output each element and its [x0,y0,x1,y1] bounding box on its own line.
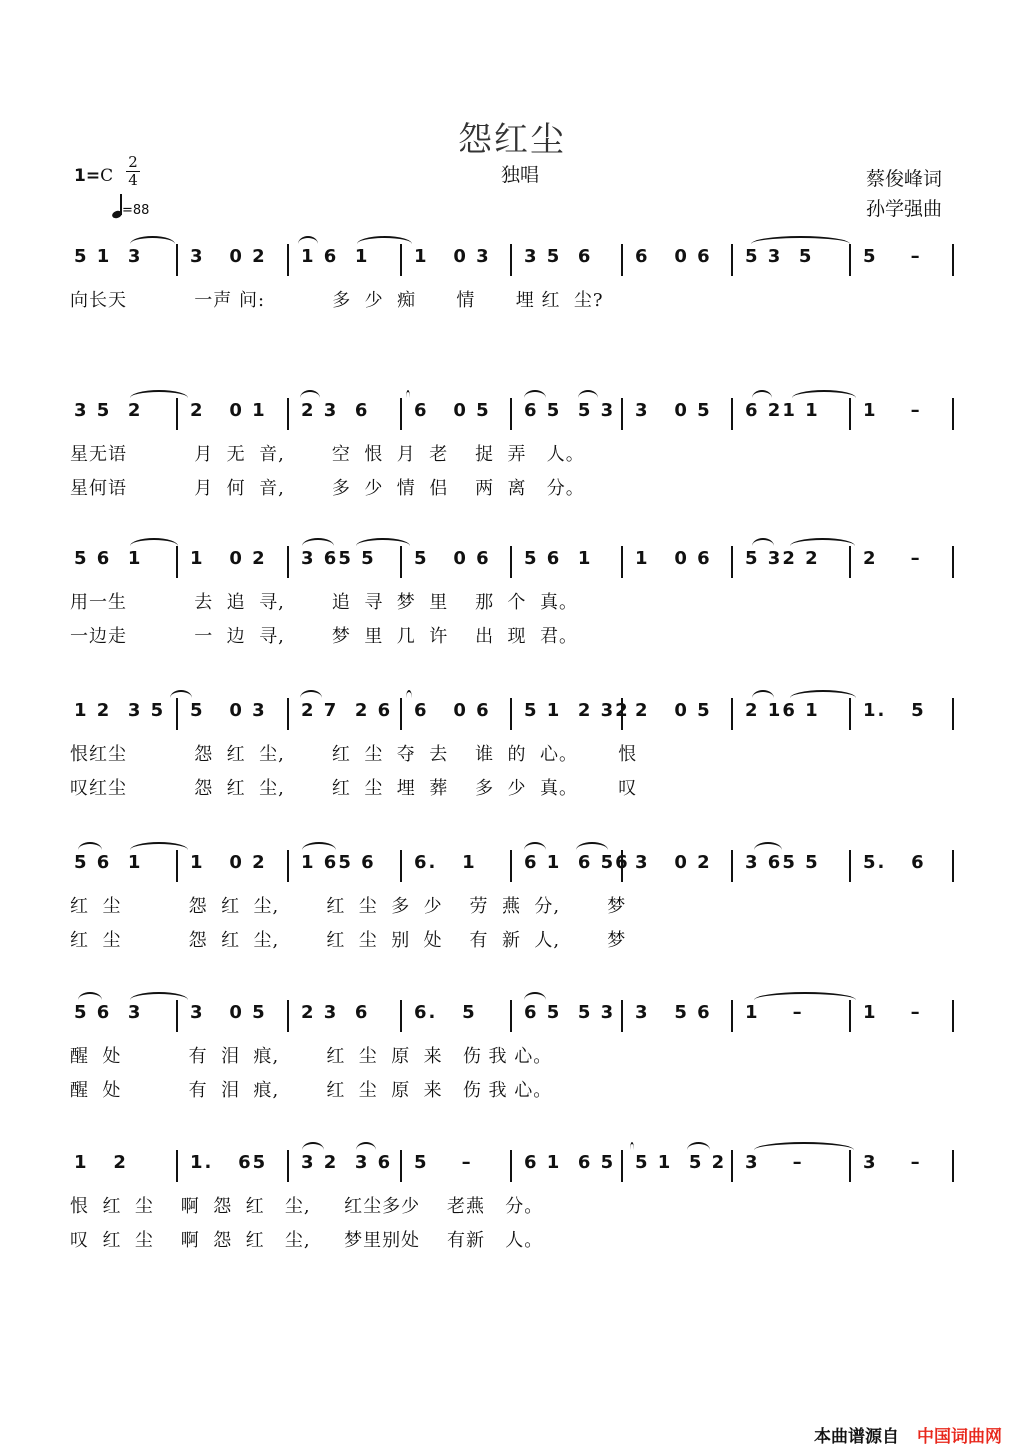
measure: 1 2 3 5 [74,700,166,721]
bar-line [176,850,178,882]
bar-line [510,546,512,578]
staff-line [70,846,960,886]
bar-line [621,398,623,430]
lyric-line: 恨 红 尘 啊 怨 红 尘, 红尘多少 老燕 分。 [70,1196,544,1217]
measure: 3 – [745,1152,804,1173]
bar-line [849,546,851,578]
slur-arc [751,236,850,246]
bar-line [849,698,851,730]
staff-line [70,394,960,434]
composer: 孙学强曲 [866,198,943,220]
bar-line [952,698,954,730]
lyric-line: 恨红尘 怨 红 尘, 红 尘 夺 去 谁 的 心。 恨 [70,744,638,765]
lyric-line: 星无语 月 无 音, 空 恨 月 老 捉 弄 人。 [70,444,585,465]
measure: 5 6 1 [524,548,593,569]
slur-arc [754,842,782,852]
measure: 2 16 1 [745,700,820,721]
measure: 3 0 5 [190,1002,267,1023]
measure: 5 6 1 [74,852,143,873]
bar-line [731,698,733,730]
bar-line [621,546,623,578]
bar-line [849,850,851,882]
bar-line [731,244,733,276]
measure: 1 65 6 [301,852,376,873]
staff-line [70,996,960,1036]
measure: 6 1 6 56 [524,852,630,873]
measure: 6 0 5 [414,400,491,421]
slur-arc [754,992,856,1002]
measure: 1 0 3 [414,246,491,267]
measure: 1 0 6 [635,548,712,569]
measure: 2 0 5 [635,700,712,721]
bar-line [510,1000,512,1032]
lyric-line: 红 尘 怨 红 尘, 红 尘 别 处 有 新 人, 梦 [70,930,627,951]
measure: 6 5 5 3 [524,1002,616,1023]
score-row [70,542,960,652]
staff-line [70,542,960,582]
slur-arc [576,842,608,852]
footer [814,1422,1002,1447]
slur-arc [406,690,412,700]
bar-line [621,1000,623,1032]
bar-line [952,1000,954,1032]
bar-line [731,1000,733,1032]
measure: 6 1 6 5 [524,1152,616,1173]
bar-line [176,546,178,578]
bar-line [400,698,402,730]
slur-arc [357,236,412,246]
bar-line [400,1150,402,1182]
credits [866,164,942,224]
slur-arc [406,390,410,400]
measure: 5 1 3 [74,246,143,267]
slur-arc [524,992,546,1002]
measure: 1. 5 [863,700,926,721]
staff-line [70,240,960,280]
slur-arc [752,390,772,400]
lyric-line: 叹 红 尘 啊 怨 红 尘, 梦里别处 有新 人。 [70,1230,544,1251]
slur-arc [792,390,856,400]
source-site-link[interactable]: 中国词曲网 [917,1427,1002,1447]
measure: 3 5 6 [635,1002,712,1023]
quarter-note-icon [112,194,122,218]
bar-line [400,1000,402,1032]
source-label: 本曲谱源自 [814,1427,899,1447]
measure: 3 – [863,1152,922,1173]
bar-line [952,1150,954,1182]
bar-line [400,398,402,430]
bar-line [952,398,954,430]
slur-arc [302,538,334,548]
measure: 6 0 6 [635,246,712,267]
measure: 1 – [863,1002,922,1023]
bar-line [952,244,954,276]
measure: 5 0 3 [190,700,267,721]
bar-line [952,546,954,578]
key-tone: C [100,166,114,186]
bar-line [176,698,178,730]
bar-line [510,1150,512,1182]
slur-arc [130,992,188,1002]
slur-arc [78,992,102,1002]
bar-line [510,244,512,276]
lyric-line: 一边走 一 边 寻, 梦 里 几 许 出 现 君。 [70,626,578,647]
slur-arc [298,236,318,246]
bar-line [849,398,851,430]
score-row [70,240,960,350]
measure: 6 0 6 [414,700,491,721]
bar-line [731,398,733,430]
measure: 2 – [863,548,922,569]
measure: 5 – [863,246,922,267]
bar-line [400,244,402,276]
slur-arc [302,1142,324,1152]
bar-line [287,1000,289,1032]
measure: 3 0 5 [635,400,712,421]
lyric-line: 叹红尘 怨 红 尘, 红 尘 埋 葬 多 少 真。 叹 [70,778,638,799]
bar-line [176,1000,178,1032]
measure: 3 5 6 [524,246,593,267]
tempo-value: =88 [122,203,150,218]
key-prefix: 1= [74,166,101,186]
bar-line [287,698,289,730]
measure: 1 – [745,1002,804,1023]
lyric-line: 向长天 一声 问: 多 少 痴 情 埋 红 尘? [70,290,604,311]
measure: 3 65 5 [301,548,376,569]
slur-arc [300,390,320,400]
slur-arc [790,538,855,548]
staff-line [70,1146,960,1186]
song-title: 怨红尘 [458,120,566,160]
bar-line [731,546,733,578]
bar-line [510,398,512,430]
measure: 3 65 5 [745,852,820,873]
slur-arc [170,690,192,700]
slur-arc [302,842,336,852]
slur-arc [300,690,322,700]
meter-bottom: 4 [128,171,138,189]
bar-line [510,850,512,882]
measure: 2 7 2 6 [301,700,393,721]
tempo-marking [112,194,149,218]
bar-line [176,244,178,276]
bar-line [287,850,289,882]
lyric-line: 醒 处 有 泪 痕, 红 尘 原 来 伤 我 心。 [70,1080,553,1101]
bar-line [287,1150,289,1182]
measure: 6. 5 [414,1002,477,1023]
bar-line [510,698,512,730]
score-row [70,996,960,1106]
slur-arc [130,236,175,246]
bar-line [400,850,402,882]
bar-line [849,1150,851,1182]
measure: 5 3 5 [745,246,814,267]
bar-line [731,1150,733,1182]
score-row [70,1146,960,1256]
slur-arc [78,842,102,852]
measure: 1 0 2 [190,548,267,569]
bar-line [287,546,289,578]
measure: 5 6 1 [74,548,143,569]
score-row [70,846,960,956]
time-signature [126,154,140,189]
bar-line [287,398,289,430]
slur-arc [130,842,188,852]
lyric-line: 用一生 去 追 寻, 追 寻 梦 里 那 个 真。 [70,592,578,613]
slur-arc [356,538,410,548]
bar-line [849,1000,851,1032]
slur-arc [687,1142,710,1152]
slur-arc [130,538,178,548]
slur-arc [130,390,188,400]
measure: 6 5 5 3 [524,400,616,421]
slur-arc [752,538,774,548]
bar-line [176,1150,178,1182]
measure: 5 0 6 [414,548,491,569]
bar-line [731,850,733,882]
measure: 5 1 5 2 [635,1152,727,1173]
measure: 2 3 6 [301,1002,370,1023]
bar-line [400,546,402,578]
score-row [70,694,960,804]
bar-line [849,244,851,276]
slur-arc [752,690,774,700]
measure: 3 2 3 6 [301,1152,393,1173]
slur-arc [524,842,546,852]
measure: 1 0 2 [190,852,267,873]
measure: 1 – [863,400,922,421]
measure: 2 3 6 [301,400,370,421]
slur-arc [790,690,856,700]
bar-line [621,1150,623,1182]
slur-arc [754,1142,854,1152]
slur-arc [630,1142,634,1152]
lyricist: 蔡俊峰词 [866,168,943,190]
meter-top: 2 [128,153,138,171]
slur-arc [356,1142,376,1152]
bar-line [287,244,289,276]
measure: 6 21 1 [745,400,820,421]
measure: 1 6 1 [301,246,370,267]
measure: 5 1 2 32 [524,700,630,721]
bar-line [621,244,623,276]
measure: 5. 6 [863,852,926,873]
measure: 5 6 3 [74,1002,143,1023]
staff-line [70,694,960,734]
bar-line [952,850,954,882]
measure: 6. 1 [414,852,477,873]
lyric-line: 醒 处 有 泪 痕, 红 尘 原 来 伤 我 心。 [70,1046,553,1067]
slur-arc [524,390,546,400]
measure: 3 5 2 [74,400,143,421]
measure: 5 32 2 [745,548,820,569]
measure: 3 0 2 [635,852,712,873]
measure: 1 2 [74,1152,128,1173]
lyric-line: 星何语 月 何 音, 多 少 情 侣 两 离 分。 [70,478,585,499]
performance-type: 独唱 [500,164,539,186]
measure: 5 – [414,1152,473,1173]
measure: 2 0 1 [190,400,267,421]
measure: 1. 65 [190,1152,268,1173]
key-signature [74,166,113,186]
lyric-line: 红 尘 怨 红 尘, 红 尘 多 少 劳 燕 分, 梦 [70,896,627,917]
measure: 3 0 2 [190,246,267,267]
bar-line [176,398,178,430]
score-row [70,394,960,504]
slur-arc [578,390,598,400]
